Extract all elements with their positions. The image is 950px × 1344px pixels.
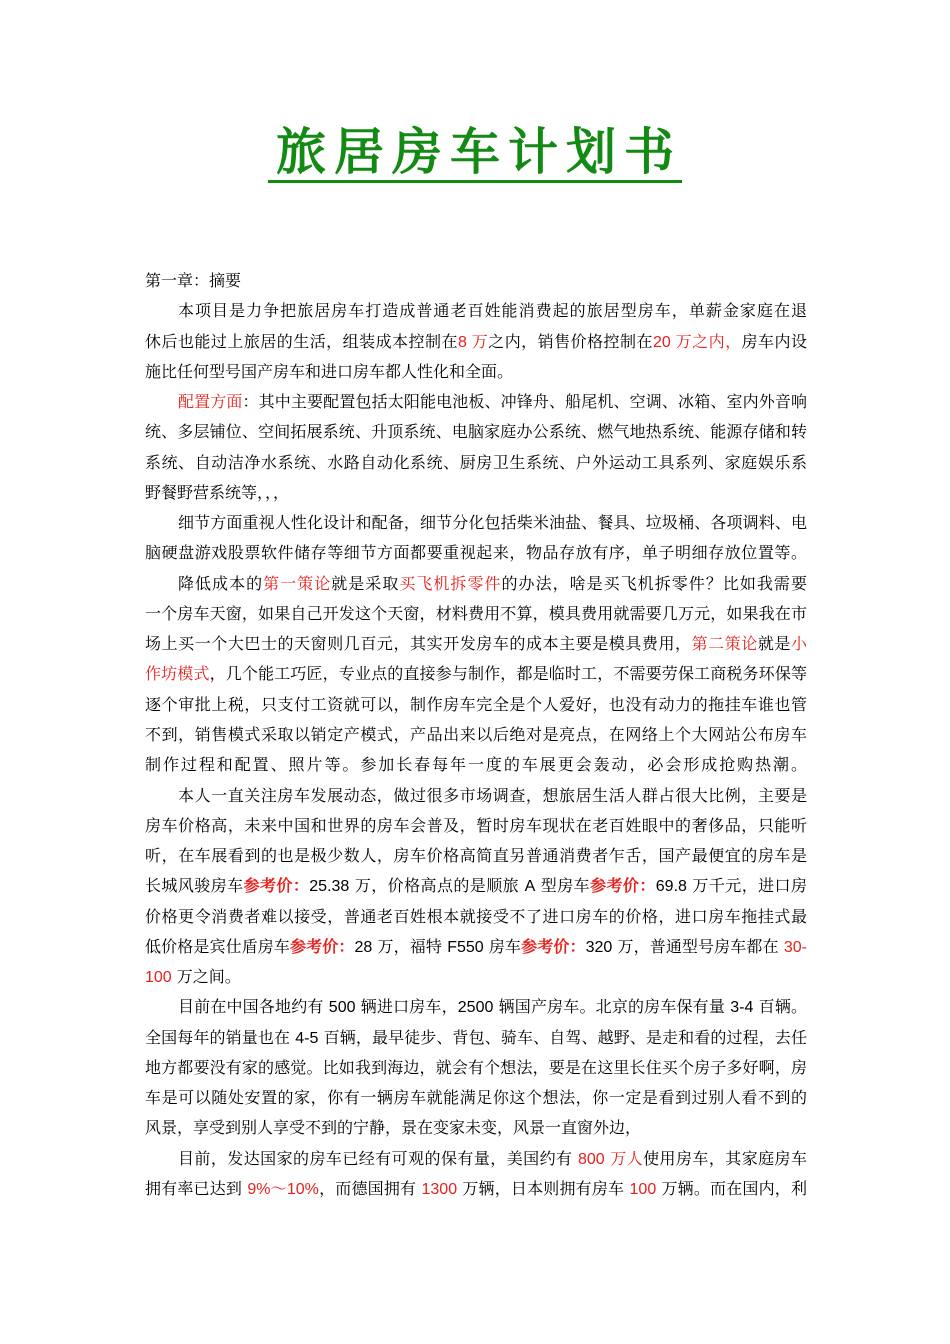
text-line — [145, 750, 807, 780]
text-segment: 制作过程和配置、照片等。参加长春每年一度的车展更会轰动，必会形成抢购热潮。 — [145, 755, 807, 775]
text-segment: 拥有率已达到 — [145, 1178, 248, 1198]
highlighted-text: 第一策论 — [263, 573, 332, 593]
text-segment: 目前在中国各地约有 — [178, 997, 329, 1017]
text-segment: 型房车 — [535, 876, 591, 896]
highlighted-text: 买飞机拆零件 — [399, 573, 502, 593]
paragraph — [145, 992, 807, 1143]
text-segment: 场上买一个大巴士的天窗则几百元，其实开发房车的成本主要是模具费用， — [145, 634, 692, 654]
highlighted-text: 配置方面 — [178, 392, 243, 412]
paragraph — [145, 781, 807, 993]
highlighted-text: 第二策论 — [691, 634, 758, 654]
paragraph — [145, 508, 807, 569]
text-segment: 万辆。而在国内，利 — [656, 1178, 807, 1198]
highlighted-text: A — [524, 878, 536, 896]
text-line — [145, 871, 807, 901]
highlighted-text: 20 万之内， — [652, 333, 742, 351]
highlighted-text: 参考价： — [243, 876, 310, 896]
text-segment: 地方都要没有家的感觉。比如我到海边，就会有个想法，要是在这里长住买个房子多好啊，房 — [145, 1057, 807, 1077]
text-segment: 就是采取 — [331, 573, 400, 593]
text-segment: 房车内设 — [741, 331, 807, 351]
text-line — [145, 690, 807, 720]
text-segment: ，而德国拥有 — [318, 1178, 422, 1198]
highlighted-text: 25.38 — [309, 878, 350, 896]
text-segment: 第一章：摘要 — [145, 271, 242, 290]
text-segment: ：其中主要配置包括太阳能电池板、冲锋舟、船尾机、空调、冰箱、室内外音响 — [242, 392, 807, 412]
paragraph — [145, 387, 807, 508]
highlighted-text: 500 — [328, 999, 356, 1017]
text-segment: 施比任何型号国产房车和进口房车都人性化和全面。 — [145, 361, 514, 381]
text-segment: 百辆，最早徒步、背包、骑车、自驾、越野、是走和看的过程，去任 — [323, 1027, 807, 1047]
text-segment: 一个房车天窗，如果自己开发这个天窗，材料费用不算，模具费用就需要几万元，如果我在市 — [145, 603, 807, 623]
text-line — [145, 629, 807, 659]
highlighted-text: 30- — [783, 938, 807, 956]
text-segment: 低价格是宾仕盾房车 — [145, 936, 291, 956]
highlighted-text: 800 — [577, 1150, 605, 1168]
document-title-wrap — [0, 124, 950, 183]
text-segment: 万，福特 — [372, 936, 448, 956]
paragraph — [145, 1144, 807, 1205]
text-segment: 万辆，日本则拥有房车 — [457, 1178, 630, 1198]
text-segment: 逐个审批上税，只支付工资就可以，制作房车完全是个人爱好，也没有动力的拖挂车谁也管 — [145, 694, 807, 714]
document-body — [145, 266, 807, 1204]
text-segment: 价格更令消费者难以接受，普通老百姓根本就接受不了进口房车的价格，进口房车拖挂式最 — [145, 906, 807, 926]
text-line — [145, 1023, 807, 1053]
text-line — [145, 1113, 807, 1143]
text-segment: 之内，销售价格控制在 — [488, 331, 653, 351]
highlighted-text: 4-5 — [295, 1029, 319, 1047]
highlighted-text: 参考价： — [521, 936, 586, 956]
text-line — [145, 387, 807, 417]
text-line — [145, 841, 807, 871]
text-segment: 房车 — [483, 936, 522, 956]
text-line — [145, 811, 807, 841]
text-segment: 车是可以随处安置的家，你有一辆房车就能满足你这个想法，你一定是看到过别人看不到的 — [145, 1088, 807, 1108]
text-segment: 万，价格高点的是顺旅 — [349, 876, 525, 896]
highlighted-text: 3-4 — [730, 999, 754, 1017]
highlighted-text: 8 万 — [457, 333, 489, 351]
highlighted-text: 参考价： — [290, 936, 355, 956]
text-segment: 万，普通型号房车都在 — [612, 936, 784, 956]
highlighted-text: 小 — [790, 634, 807, 654]
text-line — [145, 1083, 807, 1113]
text-segment: 脑硬盘游戏股票软件储存等细节方面都要重视起来，物品存放有序，单子明细存放位置等。 — [145, 543, 807, 563]
text-segment: 辆国产房车。北京的房车保有量 — [493, 997, 731, 1017]
text-segment: 房车价格高，未来中国和世界的房车会普及，暂时房车现状在老百姓眼中的奢侈品，只能听 — [145, 815, 807, 835]
text-line — [145, 538, 807, 568]
highlighted-text: 28 — [354, 938, 373, 956]
text-line — [145, 599, 807, 629]
document-title: 旅居房车计划书 — [268, 124, 682, 183]
highlighted-text: 9%～10% — [247, 1180, 319, 1198]
highlighted-text: 2500 — [457, 999, 494, 1017]
highlighted-text: 100 — [629, 1180, 657, 1198]
text-segment: 细节方面重视人性化设计和配备，细节分化包括柴米油盐、餐具、垃圾桶、各项调料、电 — [178, 513, 807, 533]
text-line — [145, 1144, 807, 1174]
text-segment: 本人一直关注房车发展动态，做过很多市场调查，想旅居生活人群占很大比例，主要是 — [178, 785, 807, 805]
text-line — [145, 659, 807, 689]
paragraph — [145, 569, 807, 781]
text-segment: 全国每年的销量也在 — [145, 1027, 296, 1047]
text-line — [145, 478, 807, 508]
text-segment: 野餐野营系统等，，， — [145, 482, 290, 502]
highlighted-text: 69.8 — [655, 878, 687, 896]
text-line — [145, 720, 807, 750]
text-segment: 百辆。 — [753, 997, 807, 1017]
text-line — [145, 296, 807, 326]
text-segment: 系统、自动洁净水系统、水路自动化系统、厨房卫生系统、户外运动工具系列、家庭娱乐系 — [145, 452, 807, 472]
text-segment: 听，在车展看到的也是极少数人，房车价格高简直另普通消费者乍舌，国产最便宜的房车是 — [145, 846, 807, 866]
highlighted-text: 万人 — [604, 1148, 644, 1168]
highlighted-text: 320 — [585, 938, 613, 956]
text-segment: 万之间。 — [171, 967, 241, 987]
text-line — [145, 417, 807, 447]
text-line — [145, 1053, 807, 1083]
text-segment: 本项目是力争把旅居房车打造成普通老百姓能消费起的旅居型房车，单薪金家庭在退 — [178, 301, 807, 321]
text-segment: 长城风骏房车 — [145, 876, 244, 896]
highlighted-text: 100 — [145, 969, 172, 987]
text-line — [145, 932, 807, 962]
text-line — [145, 902, 807, 932]
text-segment: 风景，享受到别人享受不到的宁静，景在变家未变，风景一直窗外边， — [145, 1118, 642, 1138]
text-segment: 辆进口房车， — [355, 997, 458, 1017]
text-segment: 不到，销售模式采取以销定产模式，产品出来以后绝对是亮点，在网络上个大网站公布房车 — [145, 724, 807, 744]
text-segment: 休后也能过上旅居的生活，组装成本控制在 — [145, 331, 458, 351]
text-line — [145, 781, 807, 811]
text-segment: 统、多层铺位、空间拓展系统、升顶系统、电脑家庭办公系统、燃气地热系统、能源存储和转 — [145, 422, 807, 442]
text-line — [145, 962, 807, 992]
paragraph — [145, 296, 807, 387]
text-segment: 万千元，进口房 — [692, 876, 807, 896]
text-line — [145, 327, 807, 357]
text-segment: 使用房车，其家庭房车 — [643, 1148, 807, 1168]
text-line — [145, 569, 807, 599]
text-line — [145, 357, 807, 387]
text-line — [145, 448, 807, 478]
highlighted-text: 作坊模式 — [145, 664, 210, 684]
text-line — [145, 992, 807, 1022]
chapter-heading — [145, 266, 807, 296]
text-segment: ，几个能工巧匠，专业点的直接参与制作，都是临时工，不需要劳保工商税务环保等 — [209, 664, 807, 684]
text-segment: 目前，发达国家的房车已经有可观的保有量，美国约有 — [178, 1148, 578, 1168]
text-segment: 就是 — [757, 634, 791, 654]
text-segment: 降低成本的 — [178, 573, 264, 593]
text-line — [145, 1174, 807, 1204]
highlighted-text: F550 — [447, 938, 484, 956]
text-line — [145, 508, 807, 538]
text-line — [145, 266, 807, 296]
highlighted-text: 1300 — [421, 1180, 458, 1198]
text-segment: 的办法，啥是买飞机拆零件？比如我需要 — [501, 573, 807, 593]
highlighted-text: 参考价： — [590, 876, 656, 896]
